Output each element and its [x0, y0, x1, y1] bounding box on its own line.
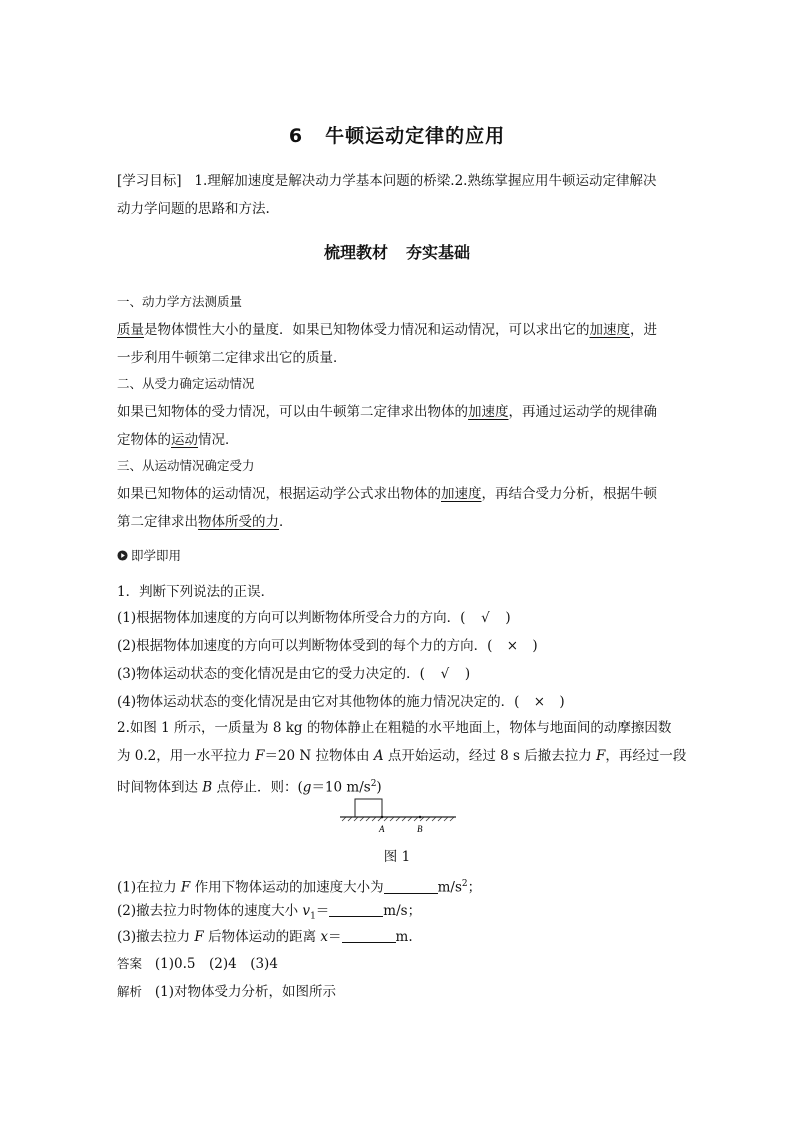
- answer-blank: [342, 928, 396, 943]
- q2-text: (2)撤去拉力时物体的速度大小: [117, 903, 303, 919]
- section-heading: [0, 240, 794, 263]
- term-acceleration: 加速度: [468, 404, 509, 420]
- point-A-label: A: [379, 824, 385, 834]
- figure-caption: 图 1: [383, 849, 411, 865]
- subscript: 1: [310, 911, 316, 922]
- unit: m/s；: [383, 903, 422, 919]
- q2-text: ＝10 m/s: [311, 779, 371, 796]
- q2-text: ＝: [315, 903, 330, 919]
- q1-item-text: (2)根据物体加速度的方向可以判断物体受到的每个力的方向．(: [117, 638, 493, 654]
- term-force: 物体所受的力: [198, 514, 279, 530]
- point-A-marker: [381, 816, 384, 819]
- q1-item-2: [117, 632, 682, 660]
- answer-line: [117, 950, 682, 978]
- point-B-marker: [419, 816, 422, 819]
- q2-line-1: 2.如图 1 所示，一质量为 8 kg 的物体静止在粗糙的水平地面上，物体与地面间的动摩擦因数: [117, 720, 672, 736]
- part1-text-a: 是物体惯性大小的量度．如果已知物体受力情况和运动情况，可以求出它的: [144, 322, 590, 338]
- point-B-label: B: [417, 824, 423, 834]
- var-v: v: [302, 903, 311, 919]
- q1-item-3: [117, 660, 682, 688]
- cross-mark: ×: [506, 638, 519, 654]
- q1-item-4: [117, 688, 682, 716]
- figure-1-diagram: [338, 796, 458, 836]
- q2-text: 后物体运动的距离: [203, 929, 321, 945]
- part1-line-1: [117, 316, 682, 344]
- objectives-label: [学习目标]: [117, 173, 182, 189]
- superscript: 2: [461, 879, 468, 889]
- part3-text-d: ．: [279, 514, 293, 530]
- q1-stem: 1．判断下列说法的正误．: [117, 584, 275, 600]
- objectives-line-2: 动力学问题的思路和方法.: [117, 201, 270, 217]
- part1-line-2: 一步利用牛顿第二定律求出它的质量．: [117, 350, 347, 366]
- analysis-label: 解析: [117, 984, 143, 999]
- var-g: g: [302, 779, 312, 796]
- section-heading-right: 夯实基础: [406, 243, 471, 262]
- term-mass: 质量: [117, 322, 144, 338]
- answer-label: 答案: [117, 956, 143, 971]
- part2-text-b: ，再通过运动学的规律确: [508, 404, 657, 420]
- superscript: 2: [370, 779, 377, 789]
- term-motion: 运动: [171, 432, 198, 448]
- var-F: F: [194, 929, 204, 945]
- q1-item-text: (3)物体运动状态的变化情况是由它的受力决定的．(: [117, 666, 425, 682]
- check-mark: √: [440, 666, 450, 682]
- part2-text-c: 定物体的: [117, 432, 171, 448]
- term-acceleration: 加速度: [589, 322, 630, 338]
- q2-text: ＝20 N 拉物体由: [264, 748, 374, 764]
- part1-text-b: ，进: [630, 322, 657, 338]
- q2-text: 点开始运动，经过 8 s 后撤去拉力: [383, 748, 597, 764]
- analysis-text: (1)对物体受力分析，如图所示: [154, 984, 337, 1000]
- practice-heading: [117, 546, 181, 566]
- part3-text-b: ，再结合受力分析，根据牛顿: [481, 486, 657, 502]
- q2-text: ；: [467, 879, 482, 896]
- q2-line-2: [117, 742, 687, 770]
- q2-text: ): [376, 779, 382, 796]
- q1-item-text: (1)根据物体加速度的方向可以判断物体所受合力的方向．(: [117, 610, 466, 626]
- objectives-line-1: [117, 167, 682, 195]
- analysis-line: [117, 978, 682, 1006]
- q2-text: 点停止．则：(: [212, 779, 303, 796]
- objectives-text-1: 1.理解加速度是解决动力学基本问题的桥梁.2.熟练掌握应用牛顿运动定律解决: [194, 173, 657, 189]
- q2-sub-3: [117, 923, 682, 951]
- block: [355, 799, 382, 817]
- part2-text-d: 情况．: [198, 432, 239, 448]
- part3-heading: 三、从运动情况确定受力: [117, 458, 255, 473]
- part2-text-a: 如果已知物体的受力情况，可以由牛顿第二定律求出物体的: [117, 404, 468, 420]
- part3-text-a: 如果已知物体的运动情况，根据运动学公式求出物体的: [117, 486, 441, 502]
- play-circle-icon: [117, 550, 128, 561]
- q2-text: ＝: [328, 929, 342, 945]
- answer-blank: [329, 902, 383, 917]
- q1-item-end: ): [505, 610, 511, 626]
- var-B: B: [202, 779, 213, 796]
- q2-text: 为 0.2，用一水平拉力: [117, 748, 256, 764]
- q1-item-text: (4)物体运动状态的变化情况是由它对其他物体的施力情况决定的．(: [117, 694, 520, 710]
- practice-label: 即学即用: [131, 548, 182, 563]
- answer-text: (1)0.5 (2)4 (3)4: [154, 956, 278, 972]
- q1-item-end: ): [532, 638, 538, 654]
- part2-heading: 二、从受力确定运动情况: [117, 376, 255, 391]
- q2-text: 作用下物体运动的加速度大小为: [190, 879, 384, 896]
- unit: m.: [395, 929, 413, 945]
- part3-line-1: [117, 480, 682, 508]
- q2-text: (3)撤去拉力: [117, 929, 195, 945]
- var-A: A: [373, 748, 384, 764]
- var-F: F: [180, 879, 191, 896]
- q2-text: (1)在拉力: [117, 879, 181, 896]
- answer-blank: [384, 879, 438, 894]
- chapter-number: 6: [288, 125, 304, 147]
- page-title: [0, 121, 794, 148]
- section-heading-left: 梳理教材: [323, 243, 388, 262]
- q2-text: ，再经过一段: [605, 748, 687, 764]
- q1-item-end: ): [559, 694, 565, 710]
- q1-item-1: [117, 604, 682, 632]
- check-mark: √: [481, 610, 490, 626]
- part2-line-1: [117, 398, 682, 426]
- var-F: F: [596, 748, 606, 764]
- term-acceleration: 加速度: [441, 486, 482, 502]
- part3-text-c: 第二定律求出: [117, 514, 198, 530]
- part2-line-2: [117, 426, 682, 454]
- var-F: F: [255, 748, 265, 764]
- q1-item-end: ): [464, 666, 471, 682]
- part3-line-2: [117, 508, 682, 536]
- q2-text: 时间物体到达: [117, 779, 203, 796]
- chapter-title: 牛顿运动定律的应用: [325, 125, 506, 147]
- unit: m/s: [437, 879, 462, 896]
- part1-heading: 一、动力学方法测质量: [117, 294, 243, 309]
- cross-mark: ×: [533, 694, 546, 710]
- var-x: x: [320, 929, 329, 945]
